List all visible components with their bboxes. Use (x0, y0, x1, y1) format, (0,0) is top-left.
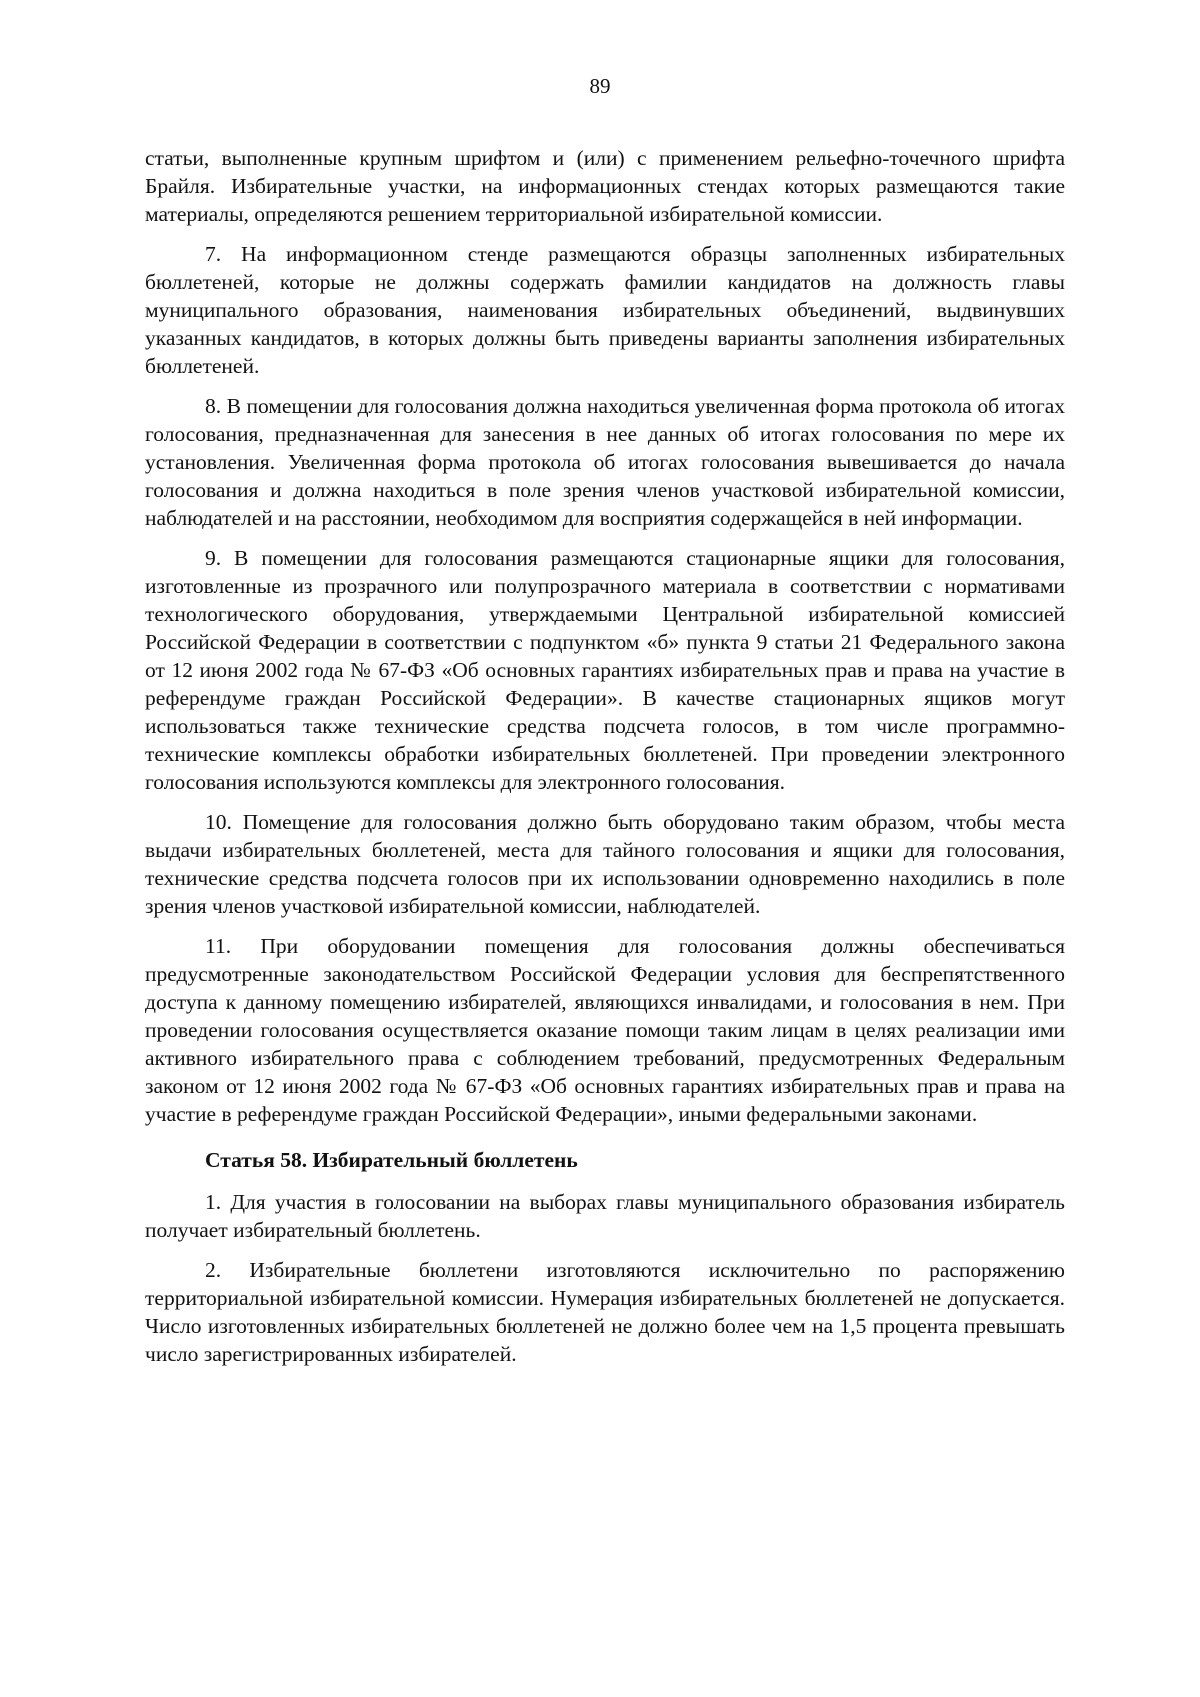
paragraph-item-8: 8. В помещении для голосования должна находиться увеличенная форма протокола об итогах голосования, предназначенная для занесения в нее данных об итогах голосования по мере их установления. Увеличенная форма протокола об итогах голосования вывешивается до начала голосования и должна находиться в поле зрения членов участковой избирательной комиссии, наблюдателей и на расстоянии, необходимом для восприятия содержащейся в ней информации. (145, 394, 1065, 530)
page-number: 89 (589, 74, 611, 98)
paragraph-item-11: 11. При оборудовании помещения для голосования должны обеспечиваться предусмотренные законодательством Российской Федерации условия для беспрепятственного доступа к данному помещению избирателей, являющихся инвалидами, и голосования в нем. При проведении голосования осуществляется оказание помощи таким лицам в целях реализации ими активного избирательного права с соблюдением требований, предусмотренных Федеральным законом от 12 июня 2002 года № 67-ФЗ «Об основных гарантиях избирательных прав и права на участие в референдуме граждан Российской Федерации», иными федеральными законами. (145, 934, 1065, 1126)
paragraph-item-10: 10. Помещение для голосования должно быть оборудовано таким образом, чтобы места выдачи избирательных бюллетеней, места для тайного голосования и ящики для голосования, технические средства подсчета голосов при их использовании одновременно находились в поле зрения членов участковой избирательной комиссии, наблюдателей. (145, 810, 1065, 918)
paragraph-item-7: 7. На информационном стенде размещаются образцы заполненных избирательных бюллетеней, которые не должны содержать фамилии кандидатов на должность главы муниципального образования, наименования избирательных объединений, выдвинувших указанных кандидатов, в которых должны быть приведены варианты заполнения избирательных бюллетеней. (145, 242, 1065, 378)
paragraph-item-9: 9. В помещении для голосования размещаются стационарные ящики для голосования, изготовленные из прозрачного или полупрозрачного материала в соответствии с нормативами технологического оборудования, утверждаемыми Центральной избирательной комиссией Российской Федерации в соответствии с подпунктом «б» пункта 9 статьи 21 Федерального закона от 12 июня 2002 года № 67-ФЗ «Об основных гарантиях избирательных прав и права на участие в референдуме граждан Российской Федерации». В качестве стационарных ящиков могут использоваться также технические средства подсчета голосов, в том числе программно-технические комплексы обработки избирательных бюллетеней. При проведении электронного голосования используются комплексы для электронного голосования. (145, 546, 1065, 794)
paragraph-article-58-item-2: 2. Избирательные бюллетени изготовляются исключительно по распоряжению территориальной избирательной комиссии. Нумерация избирательных бюллетеней не допускается. Число изготовленных избирательных бюллетеней не должно более чем на 1,5 процента превышать число зарегистрированных избирателей. (145, 1258, 1065, 1366)
article-heading: Статья 58. Избирательный бюллетень (205, 1148, 578, 1172)
document-body (145, 144, 1065, 1380)
paragraph-continuation: статьи, выполненные крупным шрифтом и (или) с применением рельефно-точечного шрифта Брайля. Избирательные участки, на информационных стендах которых размещаются такие материалы, определяются решением территориальной избирательной комиссии. (145, 146, 1065, 226)
paragraph-article-58-item-1: 1. Для участия в голосовании на выборах главы муниципального образования избиратель получает избирательный бюллетень. (145, 1190, 1065, 1242)
